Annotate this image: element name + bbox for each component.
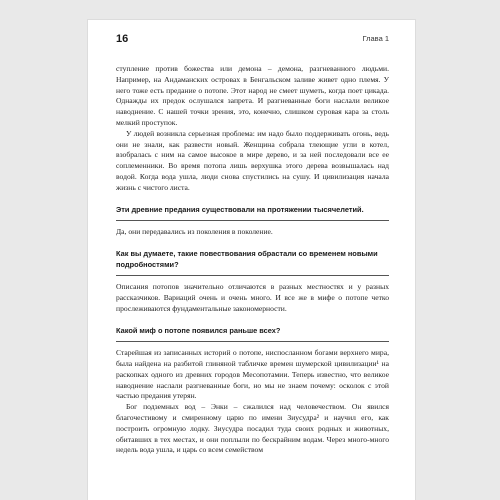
question-2: Как вы думаете, такие повествования обрастали со временем новыми подробностями?	[116, 248, 378, 269]
paragraph-1: ступление против божества или демона – демона, разгневанного людьми. Например, на Андаманских островах в Бенгальском заливе живет одно племя. У него тоже есть предание о потопе. Этот народ не смеет шуметь, когда поет цикада. Однажды их предок ослушался запрета. И разгневанные боги наслали великое наводнение. С нашей точки зрения, это, конечно, слишком суровая кара за столь мелкий проступок.	[116, 64, 389, 127]
page-content	[116, 64, 389, 456]
question-divider	[116, 275, 389, 276]
question-3: Какой миф о потопе появился раньше всех?	[116, 325, 281, 335]
page-number: 16	[116, 33, 129, 45]
answer-3: Старейшая из записанных историй о потопе, ниспосланном богами верхнего мира, была найдена на разбитой глиняной табличке времен шумерской цивилизации¹ на раскопках одного из древних городов Месопотамии. Теперь известно, что великое наводнение наслали разгневанные боги, но мы не знаем почему: осколок с этой частью предания утерян.	[116, 348, 389, 401]
answer-3-continued: Бог подземных вод – Энки – сжалился над человечеством. Он явился благочестивому и смиренному царю по имени Зиусудра² и научил его, как построить огромную лодку. Зиусудра посадил туда своих родных и животных, обитавших в тех местах, и они поплыли по бескрайним водам. Через много-много недель вода ушла, и царь со всем семейством	[116, 402, 389, 455]
page-header	[116, 33, 389, 47]
question-1: Эти древние предания существовали на протяжении тысячелетий.	[116, 204, 364, 214]
qa-block-1	[116, 205, 389, 238]
answer-2: Описания потопов значительно отличаются в разных местностях и у разных рассказчиков. Вариаций очень и очень много. И все же в мифе о потопе четко прослеживаются фундаментальные закономерности.	[116, 282, 389, 313]
book-page	[88, 20, 415, 500]
answer-1: Да, они передавались из поколения в поколение.	[116, 227, 273, 237]
question-divider	[116, 341, 389, 342]
qa-block-2	[116, 249, 389, 315]
question-divider	[116, 220, 389, 221]
paragraph-2: У людей возникла серьезная проблема: им надо было поддерживать огонь, ведь они не знали, как развести новый. Женщина собрала тлеющие угли в котел, взобралась с ним на самое высокое в мире дерево, и за ней последовали все ее соплеменники. Во время потопа лишь верхушка этого дерева возвышалась над водой. Когда вода ушла, люди снова спустились на сушу. И цивилизация начала жизнь с чистого листа.	[116, 128, 389, 192]
qa-block-3	[116, 326, 389, 457]
chapter-title: Глава 1	[362, 34, 389, 43]
